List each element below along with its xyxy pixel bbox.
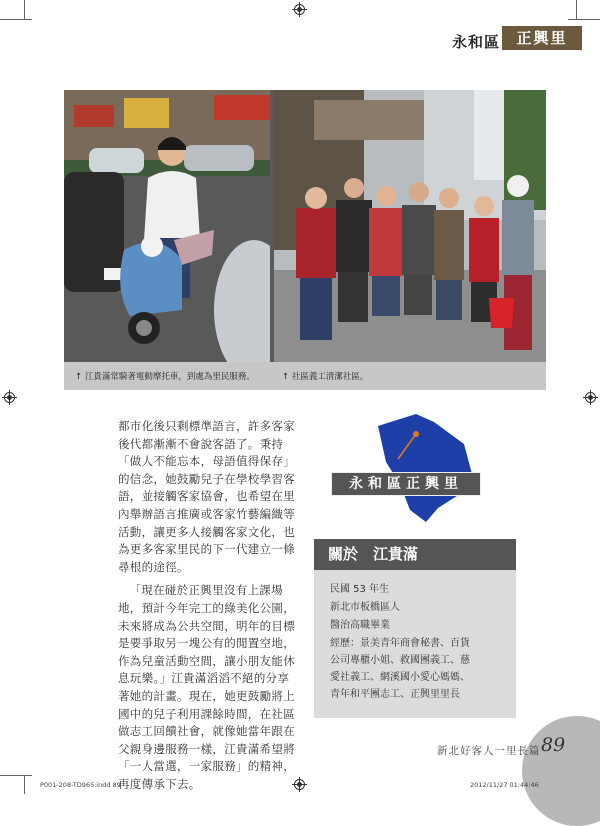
paragraph: 都市化後只剩標準語言，許多客家後代都漸漸不會說客語了。秉持「做人不能忘本，母語值得保存」的信念，她鼓勵兒子在學校學習客語，並接觸客家協會，也希望在里內舉辦語言推廣或客家竹藝編織等活動，讓更多人接觸客家文化，也為更多客家里民的下一代建立一條尋根的途徑。 [118, 419, 295, 574]
registration-mark-icon [4, 392, 15, 403]
crop-mark [0, 19, 32, 20]
about-line: 醫治高職畢業 [330, 620, 390, 631]
registration-mark-icon [585, 392, 596, 403]
article-body [118, 418, 298, 793]
crop-mark [576, 0, 577, 19]
slug-file: P001-208-TD965.indd 89 [40, 781, 121, 789]
about-line: 民國 53 年生 [330, 584, 390, 595]
photo-caption-right: ↑ 社區義工清潔社區。 [282, 372, 369, 382]
running-footer: 新北好客人一里長篇 [437, 745, 541, 757]
about-heading-text: 關於 江貴滿 [328, 545, 419, 563]
photo-volunteers [274, 90, 546, 362]
about-line: 青年和平團志工、正興里里長 [330, 689, 460, 700]
crop-mark [24, 0, 25, 19]
map-label: 永和區正興里 [331, 472, 481, 496]
crop-mark [568, 19, 600, 20]
paragraph: 「現在碰於正興里沒有上課場地，預計今年完工的綠美化公園，未來將成為公共空間，明年的目標是要爭取另一塊公有的閒置空地，作為兒童活動空間，讓小朋友能休息玩樂。」江貴滿滔滔不絕的分享著她的計畫。現在，她更鼓勵將上國中的兒子利用課餘時間，在社區做志工回饋社會，就像她當年跟在父親身邊服務一樣，江貴滿希望將「一人當選，一家服務」的精神，再度傳承下去。 [118, 583, 295, 791]
page-number-circle [522, 716, 600, 826]
photo-scooter [64, 90, 270, 362]
slug-timestamp: 2012/11/27 01:44:46 [470, 781, 539, 789]
district-shape [378, 414, 472, 522]
crop-mark [0, 775, 32, 776]
about-box [314, 570, 516, 718]
about-heading [314, 539, 516, 570]
about-line: 公司專櫃小姐、救國團義工、慈 [330, 655, 470, 666]
district-map [368, 404, 478, 524]
registration-mark-icon [294, 4, 305, 15]
about-line: 經歷：景美青年商會秘書、百貨 [330, 638, 470, 649]
page-number: 89 [541, 734, 566, 756]
photo-caption-left: ↑ 江貴滿常騎著電動摩托車，到處為里民服務。 [75, 372, 255, 382]
header-district: 永和區 [452, 33, 501, 51]
about-line: 新北市板橋區人 [330, 602, 400, 613]
header-village-badge: 正興里 [502, 26, 582, 50]
location-marker-icon [413, 431, 419, 437]
crop-mark [24, 775, 25, 794]
about-line: 愛社義工、網溪國小愛心媽媽、 [330, 672, 470, 683]
